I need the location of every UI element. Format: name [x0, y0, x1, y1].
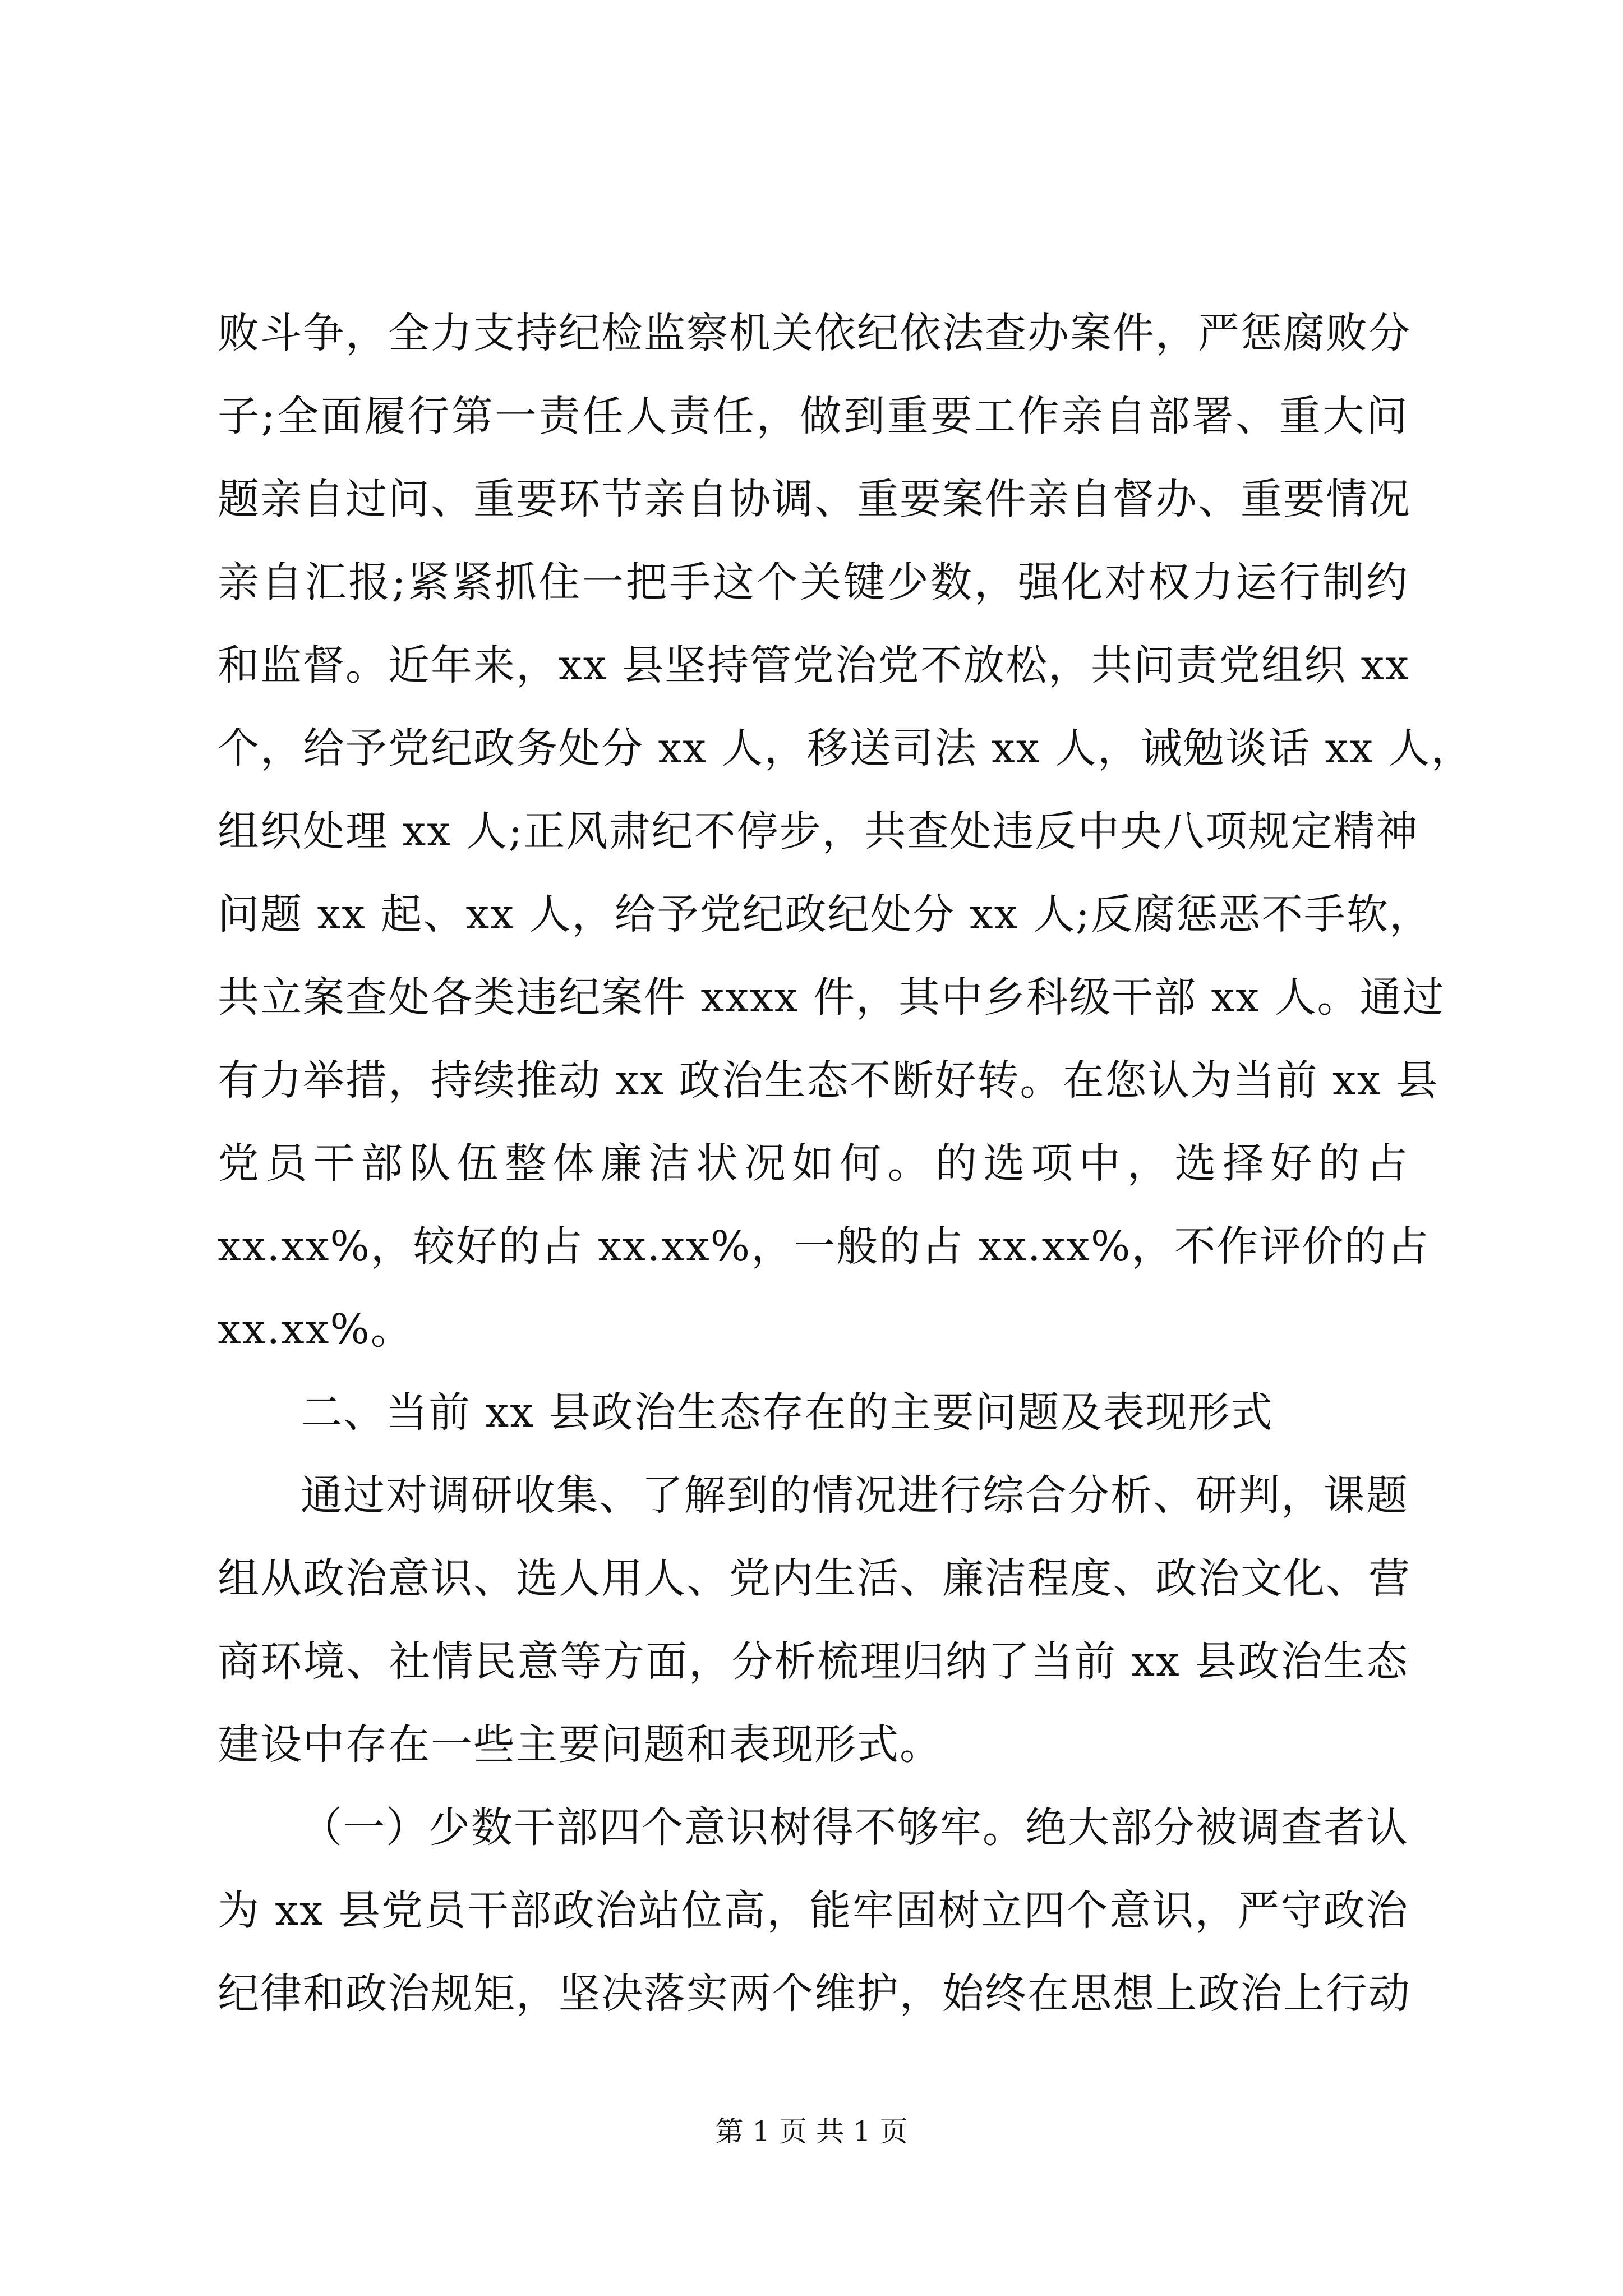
text-line: 组织处理 xx 人;正风肃纪不停步，共查处违反中央八项规定精神: [218, 807, 1419, 855]
text-line: 有力举措，持续推动 xx 政治生态不断好转。在您认为当前 xx 县: [218, 1056, 1439, 1105]
text-line: 个，给予党纪政务处分 xx 人，移送司法 xx 人，诫勉谈话 xx 人，: [218, 724, 1474, 772]
text-line: 纪律和政治规矩，坚决落实两个维护，始终在思想上政治上行动: [218, 1970, 1411, 2018]
text-line: 为 xx 县党员干部政治站位高，能牢固树立四个意识，严守政治: [218, 1887, 1409, 1935]
document-body: [218, 292, 1474, 2035]
page-number-label: 第 1 页 共 1 页: [715, 2115, 908, 2148]
text-line: 党员干部队伍整体廉洁状况如何。的选项中，选择好的占: [218, 1139, 1409, 1188]
paragraph-first-line: 通过对调研收集、了解到的情况进行综合分析、研判，课题: [301, 1471, 1409, 1520]
text-line: 亲自汇报;紧紧抓住一把手这个关键少数，强化对权力运行制约: [218, 558, 1409, 606]
text-line: 和监督。近年来，xx 县坚持管党治党不放松，共问责党组织 xx: [218, 641, 1410, 689]
text-line: 问题 xx 起、xx 人，给予党纪政纪处分 xx 人;反腐惩恶不手软，: [218, 890, 1432, 938]
text-line: xx.xx%。: [218, 1305, 413, 1354]
text-line: 子;全面履行第一责任人责任，做到重要工作亲自部署、重大问: [218, 392, 1409, 440]
subsection-heading-line: （一）少数干部四个意识树得不够牢。绝大部分被调查者认: [301, 1803, 1409, 1852]
text-line: 商环境、社情民意等方面，分析梳理归纳了当前 xx 县政治生态: [218, 1637, 1409, 1686]
section-heading: 二、当前 xx 县政治生态存在的主要问题及表现形式: [301, 1388, 1274, 1437]
page-footer: [0, 2115, 1623, 2148]
text-line: 题亲自过问、重要环节亲自协调、重要案件亲自督办、重要情况: [218, 475, 1411, 523]
text-line: 共立案查处各类违纪案件 xxxx 件，其中乡科级干部 xx 人。通过: [218, 973, 1445, 1022]
text-line: 组从政治意识、选人用人、党内生活、廉洁程度、政治文化、营: [218, 1554, 1411, 1603]
text-line: 建设中存在一些主要问题和表现形式。: [218, 1720, 942, 1769]
text-line: xx.xx%，较好的占 xx.xx%，一般的占 xx.xx%，不作评价的占: [218, 1222, 1430, 1271]
text-line: 败斗争，全力支持纪检监察机关依纪依法查办案件，严惩腐败分: [218, 309, 1411, 357]
